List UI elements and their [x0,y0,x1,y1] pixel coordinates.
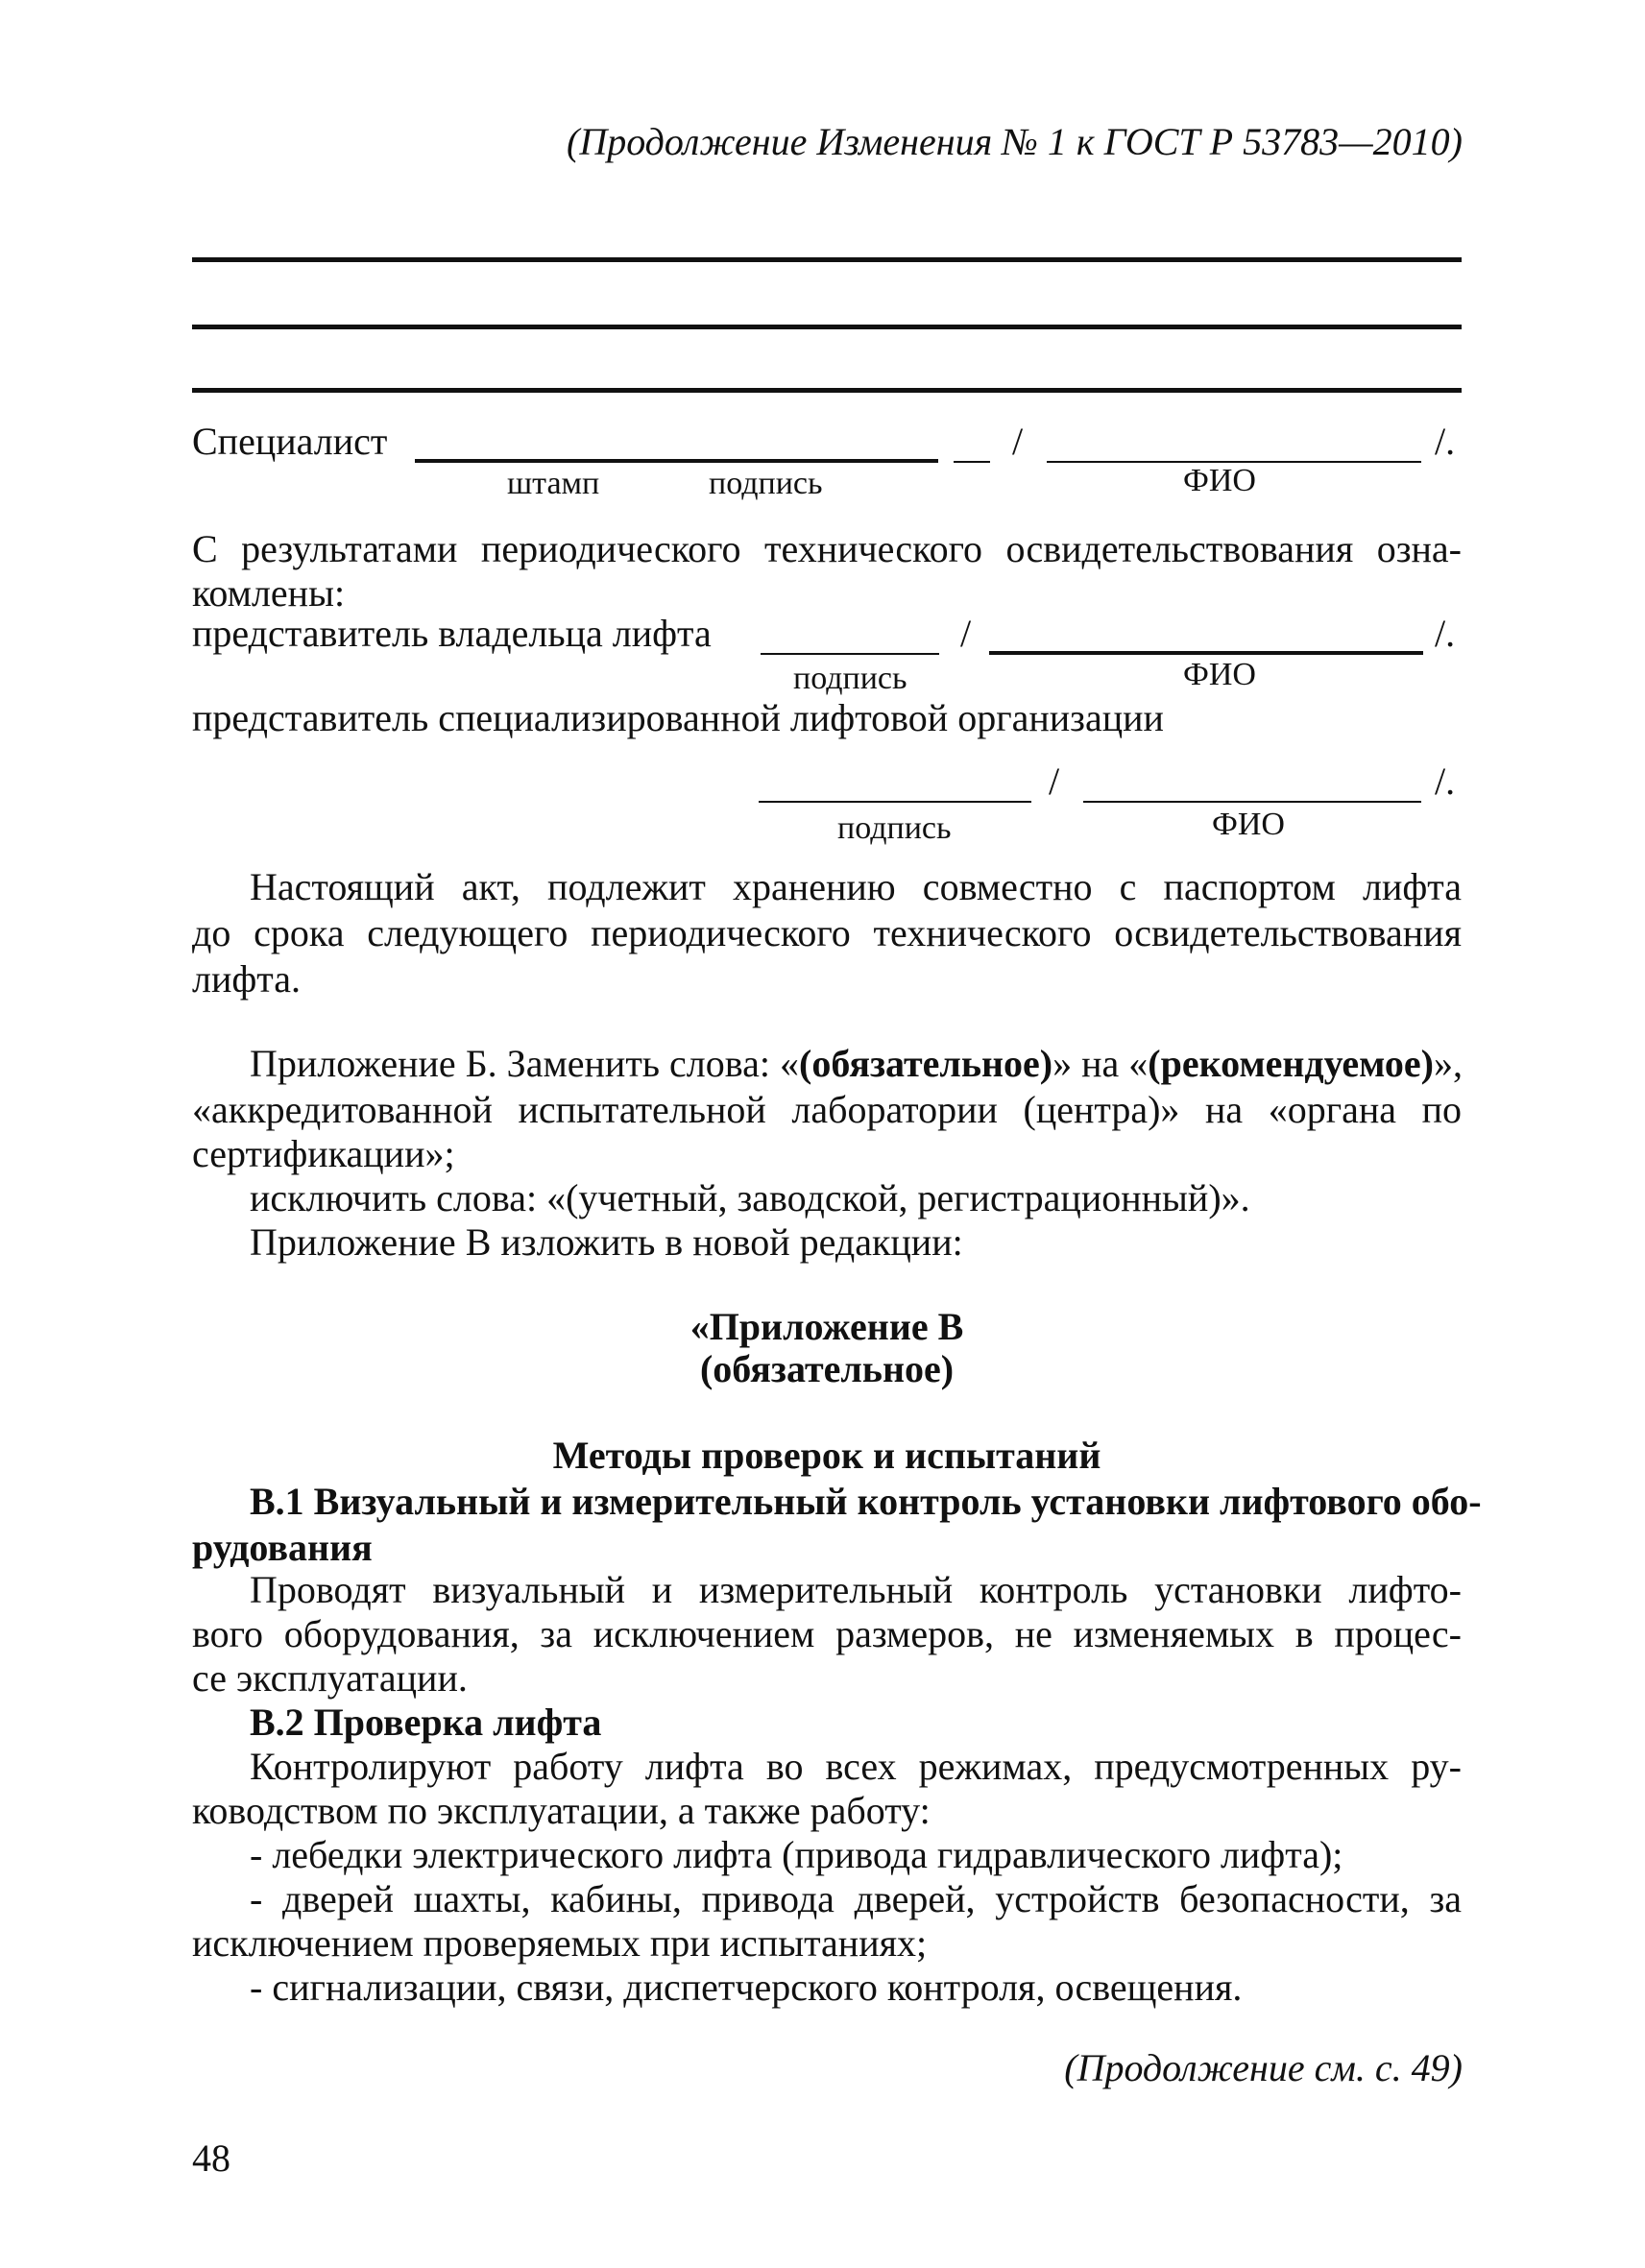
paragraph-line: Настоящий акт, подлежит хранению совместно с паспортом лифта [250,865,1462,908]
fio-caption: ФИО [1183,463,1256,498]
slash: / [960,612,972,655]
section-b2-heading: В.2 Проверка лифта [250,1701,602,1744]
slash-end: /. [1435,760,1456,803]
fio-caption: ФИО [1212,807,1285,842]
list-item: исключением проверяемых при испытаниях; [192,1921,928,1965]
list-item: - сигнализации, связи, диспетчерского контроля, освещения. [250,1966,1243,2009]
appendix-b-line: «аккредитованной испытательной лаборатории (центра)» на «органа по [192,1088,1462,1131]
lift-org-fio-field [1083,801,1421,803]
appendix-b-text: » на « [1052,1042,1149,1085]
page-number: 48 [192,2136,230,2180]
appendix-b-line: исключить слова: «(учетный, заводской, регистрационный)». [250,1176,1250,1219]
continuation-header: (Продолжение Изменения № 1 к ГОСТ Р 53783—2010) [567,120,1463,163]
specialist-label: Специалист [192,420,388,463]
fio-caption: ФИО [1183,657,1256,692]
section-b1-text: се эксплуатации. [192,1656,468,1700]
appendix-b-text: », [1433,1042,1463,1085]
owner-rep-label: представитель владельца лифта [192,612,712,655]
stamp-caption: штамп [507,466,600,501]
continuation-footer: (Продолжение см. с. 49) [1064,2046,1463,2089]
section-b2-text: ководством по эксплуатации, а также работу: [192,1789,931,1832]
appendix-v-title: «Приложение В [689,1305,964,1348]
section-b2-text: Контролируют работу лифта во всех режимах, предусмотренных ру- [250,1745,1462,1788]
stamp-signature-field [415,459,938,463]
appendix-b-line [250,1042,1463,1085]
paragraph-line: лифта. [192,957,302,1001]
paragraph-line: до срока следующего периодического технического освидетельствования [192,911,1462,954]
appendix-b-line: сертификации»; [192,1132,455,1175]
horizontal-rule [192,388,1462,393]
appendix-b-line: Приложение В изложить в новой редакции: [250,1220,963,1264]
acquainted-text-line: комлены: [192,571,346,615]
appendix-b-new-term: (рекомендуемое) [1148,1042,1434,1085]
slash: / [1012,420,1024,463]
list-item: - дверей шахты, кабины, привода дверей, устройств безопасности, за [250,1877,1462,1920]
slash-end: /. [1435,420,1456,463]
appendix-v-status: (обязательное) [699,1347,955,1390]
acquainted-text-line: С результатами периодического технического освидетельствования озна- [192,527,1462,570]
section-b1-text: Проводят визуальный и измерительный контроль установки лифто- [250,1568,1462,1611]
signature-short-field [954,461,990,463]
slash-end: /. [1435,612,1456,655]
horizontal-rule [192,257,1462,262]
section-b1-heading: рудования [192,1526,373,1569]
owner-signature-field [761,653,939,655]
appendix-b-text: Приложение Б. Заменить слова: « [250,1042,799,1085]
signature-caption: подпись [709,466,823,501]
section-b1-heading: В.1 Визуальный и измерительный контроль установки лифтового обо- [250,1480,1482,1523]
lift-org-rep-label: представитель специализированной лифтовой организации [192,696,1164,739]
appendix-b-old-term: (обязательное) [799,1042,1053,1085]
section-b1-text: вого оборудования, за исключением размеров, не изменяемых в процес- [192,1612,1462,1655]
lift-org-signature-field [759,801,1031,803]
signature-caption: подпись [793,661,907,696]
methods-title: Методы проверок и испытаний [552,1434,1101,1477]
slash: / [1049,760,1060,803]
list-item: - лебедки электрического лифта (привода гидравлического лифта); [250,1833,1343,1876]
signature-caption: подпись [837,810,952,846]
horizontal-rule [192,325,1462,329]
owner-fio-field [989,651,1423,655]
